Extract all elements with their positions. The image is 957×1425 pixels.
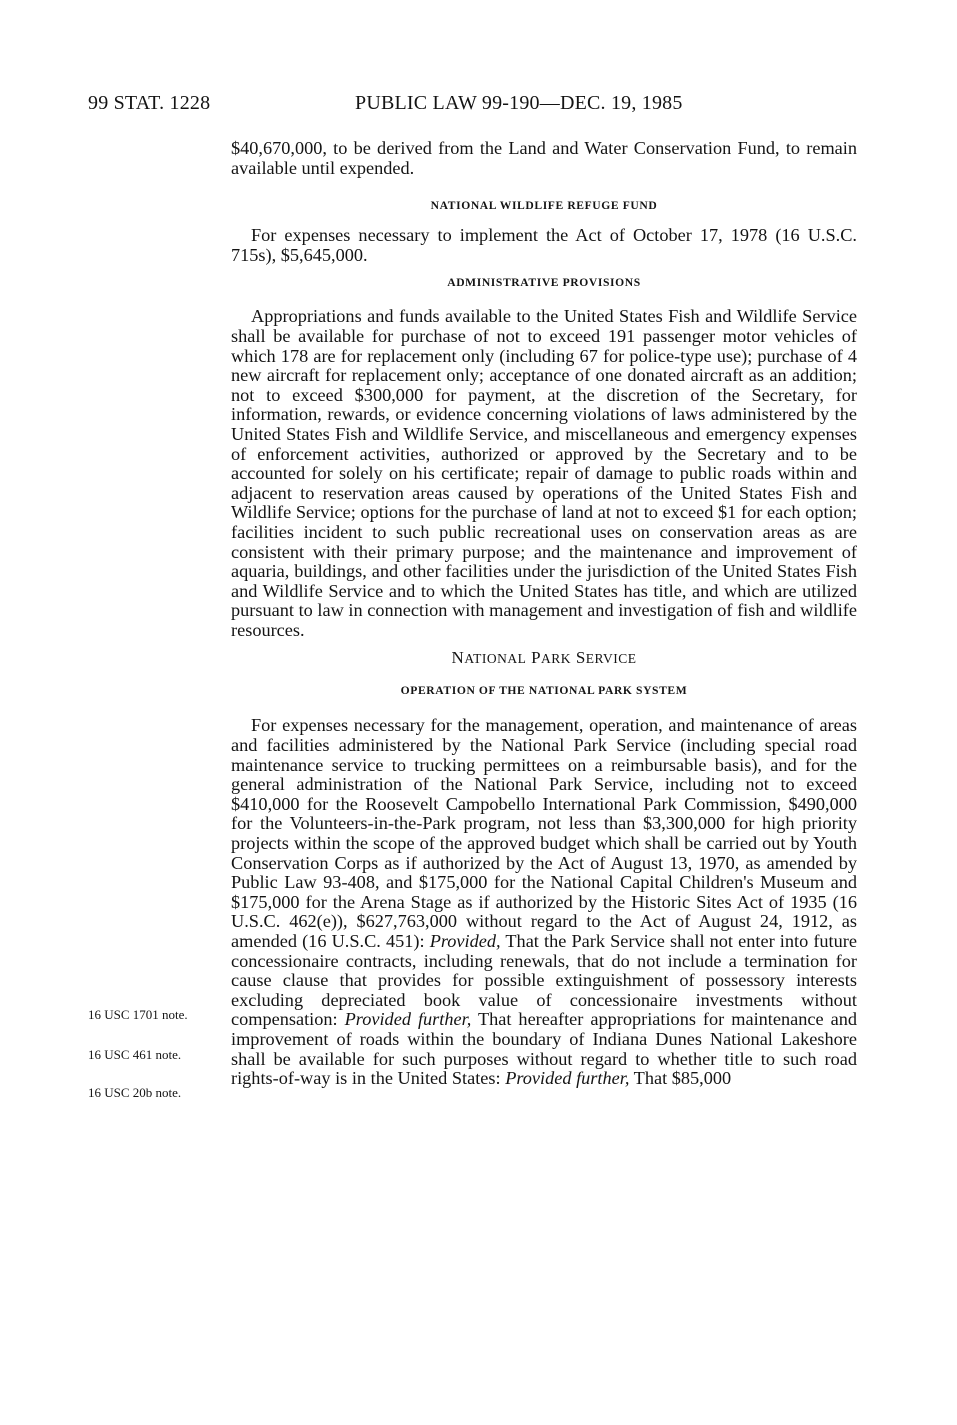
proviso-3: Provided further, bbox=[505, 1068, 630, 1089]
nps-letter-n: N bbox=[451, 648, 465, 668]
running-title: PUBLIC LAW 99-190—DEC. 19, 1985 bbox=[355, 92, 683, 114]
operation-text-4: That $85,000 bbox=[633, 1068, 732, 1089]
section-heading-admin-provisions: ADMINISTRATIVE PROVISIONS bbox=[447, 276, 641, 290]
proviso-2: Provided further, bbox=[344, 1009, 472, 1030]
margin-note-16-usc-20b: 16 USC 20b note. bbox=[88, 1085, 182, 1100]
nps-word-ark: ARK bbox=[541, 651, 572, 667]
admin-provisions-paragraph: Appropriations and funds available to the United States Fish and Wildlife Service shall be available for purchase of not to exceed 191 passenger motor vehicles of which 178 are for replacement only (including 67 for police-type use); purchase of 4 new aircraft for replacement only; acceptance of one donated aircraft as an addition; not to exceed $300,000 for payment, at the discretion of the Secretary, for information, rewards, or evidence concerning violations of laws administered by the United States Fish and Wildlife Service, and miscellaneous and emergency expenses of enforcement activities, authorized or approved by the Secretary and to be accounted for solely on his certificate; repair of damage to public roads within and adjacent to reservation areas caused by operations of the United States Fish and Wildlife Service; options for the purchase of land at not to exceed $1 for each option; facilities incident to such public recreational uses on conservation areas as are consistent with their primary purpose; and the maintenance and improvement of aquaria, buildings, and other facilities under the jurisdiction of the United States Fish and Wildlife Service and to which the United States has title, and which are utilized pursuant to law in connection with management and investigation of fish and wildlife resources. bbox=[231, 306, 857, 640]
page-citation: 99 STAT. 1228 bbox=[88, 92, 211, 114]
operation-text-2: That the Park Service shall not enter into future concessionaire contracts, including renewals, that do not include a termination for cause clause that provides for possible extinguishment of possessory interests excluding depreciated book value of concessionaire investments without compensation: bbox=[231, 931, 857, 1030]
nps-word-ational: ATIONAL bbox=[464, 651, 527, 667]
refuge-fund-paragraph: For expenses necessary to implement the Act of October 17, 1978 (16 U.S.C. 715s), $5,645,000. bbox=[231, 225, 857, 265]
operation-paragraph bbox=[231, 716, 857, 1088]
main-text-column bbox=[231, 139, 857, 1089]
margin-note-16-usc-1701: 16 USC 1701 note. bbox=[88, 1007, 188, 1022]
section-heading-refuge-fund: NATIONAL WILDLIFE REFUGE FUND bbox=[430, 199, 658, 213]
operation-text-3: That hereafter appropriations for maintenance and improvement of roads within the boundary of Indiana Dunes National Lakeshore shall be available for such purposes without regard to whether title to such road rights-of-way is in the United States: bbox=[231, 1009, 857, 1089]
continuation-paragraph: $40,670,000, to be derived from the Land and Water Conservation Fund, to remain available until expended. bbox=[231, 138, 857, 178]
section-heading-operation: OPERATION OF THE NATIONAL PARK SYSTEM bbox=[400, 684, 688, 698]
proviso-1: Provided, bbox=[429, 931, 501, 951]
operation-text-1: For expenses necessary for the management, operation, and maintenance of areas and facilities administered by the National Park Service (including special road maintenance service to trucking permittees on a reimbursable basis), and for the general administration of the National Park Service, including not to exceed $410,000 for the Roosevelt Campobello International Park Commission, $490,000 for the Volunteers-in-the-Park program, not less than $3,300,000 for high priority projects within the scope of the approved budget which shall be carried out by Youth Conservation Corps as if authorized by the Act of August 13, 1970, as amended by Public Law 93-408, and $175,000 for the National Capital Children's Museum and $175,000 for the Arena Stage as if authorized by the Historic Sites Act of 1935 (16 U.S.C. 462(e)), $627,763,000 without regard to the Act of August 24, 1912, as amended (16 U.S.C. 451): bbox=[231, 715, 857, 951]
section-heading-national-park-service bbox=[231, 648, 857, 669]
nps-word-ervice: ERVICE bbox=[585, 651, 637, 667]
nps-letter-p: P bbox=[531, 648, 542, 668]
margin-note-16-usc-461: 16 USC 461 note. bbox=[88, 1047, 182, 1062]
nps-letter-s: S bbox=[575, 648, 586, 668]
